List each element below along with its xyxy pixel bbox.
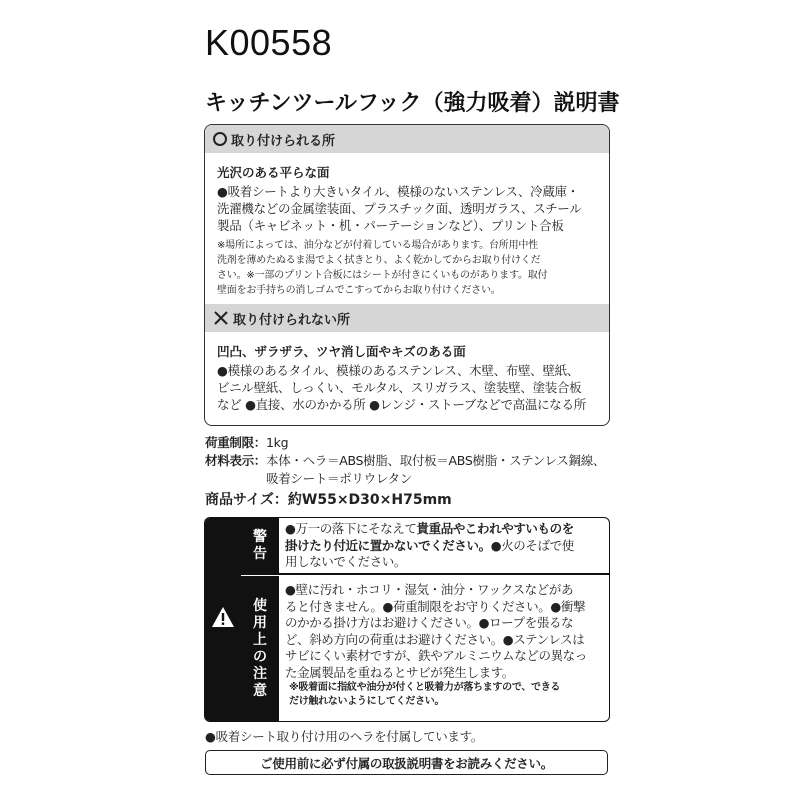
warning-label-char: 警 [253,528,267,545]
note-line: 壁面をお手持ちの消しゴムでこすってからお取り付けください。 [217,285,501,296]
cross-ng-icon [213,310,229,326]
load-row [205,434,615,452]
cannot-attach-header-text: 取り付けられない所 [233,312,351,328]
can-attach-line: ●吸着シートより大きいタイル、模様のないステンレス、冷蔵庫・ [217,184,579,199]
warning-bold-text: 掛けたり付近に置かないでください。 [285,537,491,553]
caution-line: ●壁に汚れ・ホコリ・湿気・油分・ワックスなどがあ [285,582,574,597]
warning-text-part: ●万一の落下にそなえて [285,521,417,536]
material-value [266,452,605,488]
note-line: 洗剤を薄めたぬるま湯でよく拭きとり、よく乾かしてからお取り付けくだ [217,255,541,266]
caution-text [285,582,605,709]
cannot-attach-subtitle: 凹凸、ザラザラ、ツヤ消し面やキズのある面 [217,344,466,359]
caution-line: のかかる掛け方はお避けください。●ロープを張るな [285,615,574,630]
can-attach-header [205,125,609,153]
size-value: 約W55×D30×H75mm [287,492,452,508]
warning-caution-box [204,517,610,722]
cannot-attach-header [205,304,609,332]
footer-notice: ご使用前に必ず付属の取扱説明書をお読みください。 [205,750,608,775]
can-attach-line: 洗濯機などの金属塗装面、プラスチック面、透明ガラス、スチール [217,201,582,216]
cannot-attach-line: ビニル壁紙、しっくい、モルタル、スリガラス、塗装壁、塗装合板 [217,380,582,395]
warning-label-char: 告 [253,545,267,562]
divider [241,573,609,575]
caution-note: ※吸着面に指紋や油分が付くと吸着力が落ちますので、できる [289,682,561,693]
caution-label-char: 上 [253,631,267,648]
caution-label-char: の [253,648,267,665]
can-attach-header-text: 取り付けられる所 [231,133,336,149]
cannot-attach-line: ●模様のあるタイル、模様のあるステンレス、木壁、布壁、壁紙、 [217,363,579,378]
can-attach-note [205,234,609,298]
load-label: 荷重制限： [205,435,267,450]
material-row [205,452,615,488]
cannot-attach-line: など ●直接、水のかかる所 ●レンジ・ストーブなどで高温になる所 [217,397,586,412]
size-label: 商品サイズ： [205,492,288,508]
accessory-note: ●吸着シート取り付け用のヘラを付属しています。 [205,729,484,744]
document-title: キッチンツールフック（強力吸着）説明書 [205,91,620,116]
caution-note: だけ触れないようにしてください。 [289,696,445,707]
warning-text-part: ●火のそばで使 [490,537,574,553]
product-size [205,489,452,509]
can-attach-list [205,183,609,234]
caution-line: サビにくい素材ですが、鉄やアルミニウムなどの異なっ [285,648,587,663]
caution-label [241,576,279,721]
circle-ok-icon [213,132,227,146]
warning-text [285,521,605,571]
specifications [205,434,615,488]
product-code: K00558 [205,22,333,63]
can-attach-section [204,124,610,305]
caution-label-char: 意 [253,682,267,699]
caution-label-char: 使 [253,597,267,614]
warning-text-part: 用しないでください。 [285,554,407,569]
can-attach-line: 製品（キャビネット・机・パーテーションなど）、プリント合板 [217,218,564,233]
material-line: 本体・ヘラ＝ABS樹脂、取付板＝ABS樹脂・ステンレス鋼線、 [266,453,606,468]
warning-label [241,518,279,573]
can-attach-subtitle: 光沢のある平らな面 [217,165,330,180]
material-label: 材料表示： [205,453,267,468]
caution-label-char: 注 [253,665,267,682]
load-value: 1kg [266,435,289,450]
warning-triangle-icon [211,606,235,628]
cannot-attach-section [204,304,610,426]
caution-line: た金属製品を重ねるとサビが発生します。 [285,664,514,680]
warning-bold-text: 貴重品やこわれやすいものを [416,521,574,536]
note-line: ※場所によっては、油分などが付着している場合があります。台所用中性 [217,240,538,251]
caution-line: ると付きません。●荷重制限をお守りください。●衝撃 [285,598,586,614]
caution-label-char: 用 [253,614,267,631]
cannot-attach-list [205,362,609,413]
caution-line: ど、斜め方向の荷重はお避けください。●ステンレスは [285,631,585,647]
note-line: さい。※一部のプリント合板にはシートが付きにくいものがあります。取付 [217,270,548,281]
material-line: 吸着シート＝ポリウレタン [266,471,412,486]
